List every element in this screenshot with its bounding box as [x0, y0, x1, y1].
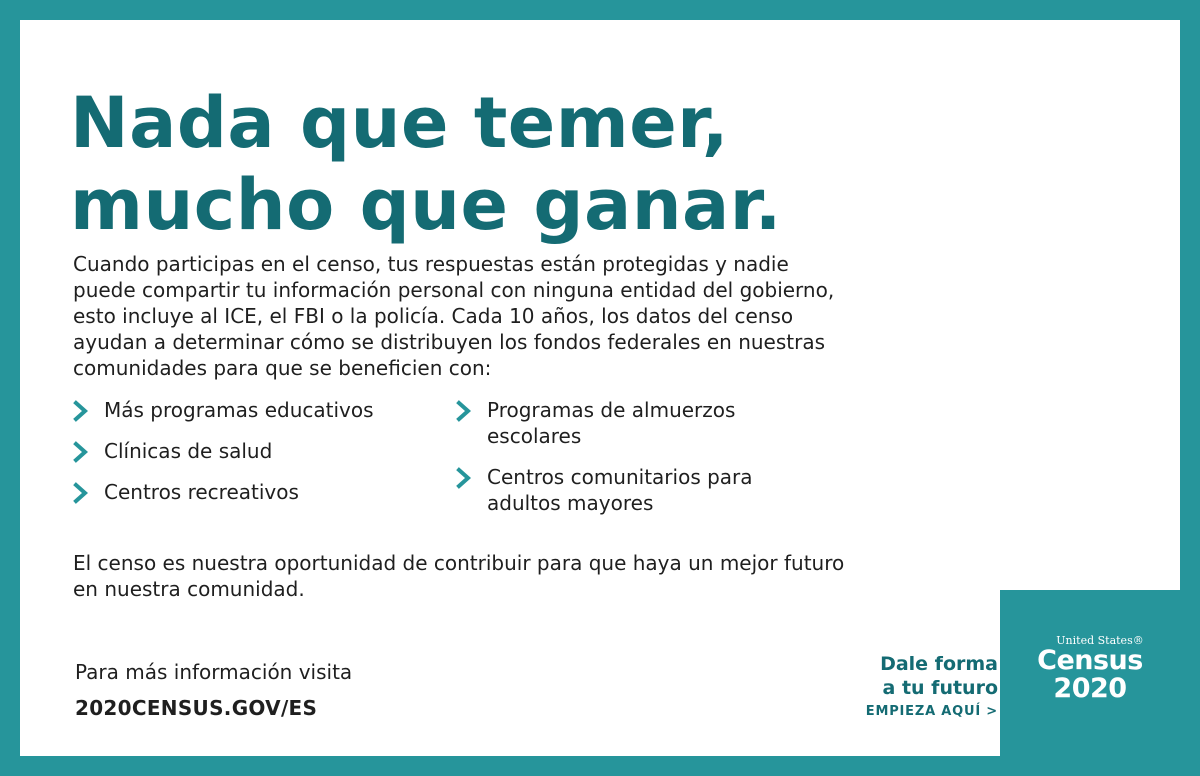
benefit-label: Centros comunitarios para adultos mayores — [487, 465, 753, 515]
benefit-item — [72, 438, 432, 464]
benefit-item — [72, 479, 432, 505]
headline-line-2: mucho que ganar. — [70, 164, 782, 246]
chevron-right-icon — [72, 441, 90, 463]
headline — [70, 82, 782, 246]
logo-census-word: Census — [1037, 645, 1143, 676]
benefits-list-left — [72, 397, 432, 520]
visit-label: Para más información visita — [75, 660, 353, 684]
benefit-item — [72, 397, 432, 423]
logo-united-states: United States® — [1056, 634, 1144, 647]
chevron-right-icon — [455, 467, 473, 489]
logo-year: 2020 — [1053, 673, 1127, 704]
start-here-link[interactable]: EMPIEZA AQUÍ > — [865, 704, 998, 719]
website-link[interactable]: 2020CENSUS.GOV/ES — [75, 696, 318, 720]
benefit-item — [455, 464, 795, 516]
benefits-list-right — [455, 397, 795, 531]
census-2020-logo — [1000, 634, 1180, 703]
benefit-label: Más programas educativos — [104, 398, 374, 422]
benefit-item — [455, 397, 795, 449]
chevron-right-icon — [455, 400, 473, 422]
benefit-label: Clínicas de salud — [104, 439, 273, 463]
benefit-label: Centros recreativos — [104, 480, 299, 504]
intro-paragraph: Cuando participas en el censo, tus respuestas están protegidas y nadie puede compartir tu información personal con ninguna entidad del gobierno, esto incluye al ICE, el FBI o la policía. Cada 10 años, los datos del censo ayudan a determinar cómo se distribuyen los fondos federales en nuestras comunidades para que se beneficien con: — [73, 252, 835, 380]
census-logo-box — [1000, 590, 1180, 756]
tagline — [866, 652, 998, 719]
tagline-line-2: a tu futuro — [882, 677, 998, 699]
tagline-line-1: Dale forma — [880, 653, 998, 675]
headline-line-1: Nada que temer, — [70, 82, 729, 164]
chevron-right-icon — [72, 482, 90, 504]
closing-paragraph: El censo es nuestra oportunidad de contribuir para que haya un mejor futuro en nuestra comunidad. — [73, 551, 845, 601]
benefit-label: Programas de almuerzos escolares — [487, 398, 736, 448]
chevron-right-icon — [72, 400, 90, 422]
